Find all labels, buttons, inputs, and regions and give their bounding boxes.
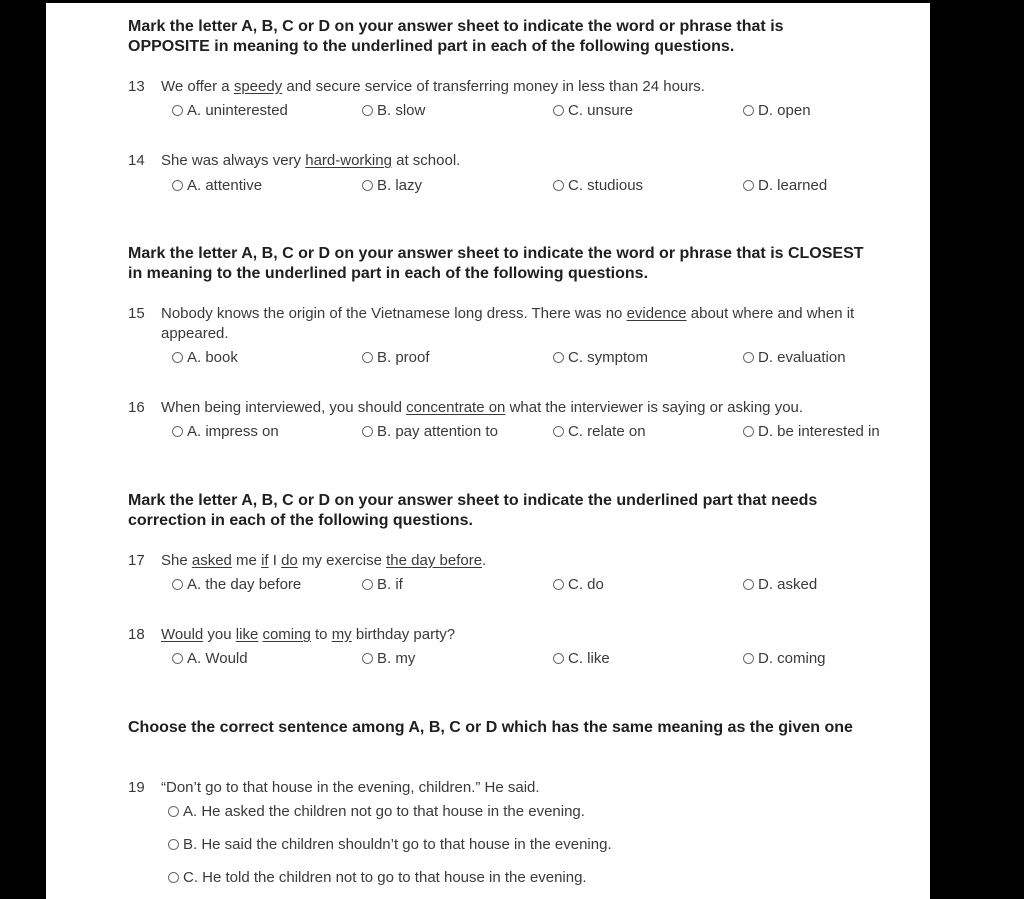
section-instruction-opposite: Mark the letter A, B, C or D on your answer sheet to indicate the word or phrase that is OPPOSITE in meaning to the underlined part in each of the following questions.	[128, 18, 784, 55]
option-16-a[interactable]: A. impress on	[172, 423, 279, 441]
section-instruction-correction: Mark the letter A, B, C or D on your answer sheet to indicate the underlined part that needs correction in each of the following questions.	[128, 492, 818, 529]
question-text: When being interviewed, you should concentrate on what the interviewer is saying or asking you.	[161, 399, 804, 416]
option-16-c[interactable]: C. relate on	[553, 423, 646, 441]
option-14-a[interactable]: A. attentive	[172, 177, 262, 195]
option-15-a[interactable]: A. book	[172, 349, 238, 367]
radio-icon[interactable]	[553, 653, 564, 664]
underlined-part: speedy	[233, 78, 283, 95]
radio-icon[interactable]	[172, 180, 183, 191]
underlined-part: my	[331, 626, 352, 643]
radio-icon[interactable]	[553, 579, 564, 590]
radio-icon[interactable]	[743, 653, 754, 664]
underlined-part: coming	[262, 626, 311, 643]
question-number: 13	[128, 78, 145, 95]
question-number: 17	[128, 552, 145, 569]
option-19-c[interactable]: C. He told the children not to go to that house in the evening.	[168, 869, 587, 887]
option-19-b[interactable]: B. He said the children shouldn’t go to that house in the evening.	[168, 836, 612, 854]
question-number: 19	[128, 779, 145, 796]
underlined-part: asked	[191, 552, 232, 569]
radio-icon[interactable]	[743, 579, 754, 590]
option-14-d[interactable]: D. learned	[743, 177, 827, 195]
radio-icon[interactable]	[362, 426, 373, 437]
option-16-b[interactable]: B. pay attention to	[362, 423, 498, 441]
question-text: Nobody knows the origin of the Vietnamese long dress. There was no evidence about where and when it appeared.	[161, 305, 855, 342]
option-14-b[interactable]: B. lazy	[362, 177, 422, 195]
option-17-b[interactable]: B. if	[362, 576, 403, 594]
option-13-a[interactable]: A. uninterested	[172, 102, 288, 120]
question-text: “Don’t go to that house in the evening, children.” He said.	[161, 779, 540, 796]
option-14-c[interactable]: C. studious	[553, 177, 643, 195]
underlined-part: evidence	[626, 305, 687, 322]
radio-icon[interactable]	[743, 180, 754, 191]
radio-icon[interactable]	[172, 352, 183, 363]
option-17-d[interactable]: D. asked	[743, 576, 817, 594]
option-15-d[interactable]: D. evaluation	[743, 349, 846, 367]
radio-icon[interactable]	[362, 180, 373, 191]
option-19-a[interactable]: A. He asked the children not go to that house in the evening.	[168, 803, 585, 821]
option-16-d[interactable]: D. be interested in	[743, 423, 880, 441]
option-13-b[interactable]: B. slow	[362, 102, 425, 120]
question-number: 18	[128, 626, 145, 643]
option-15-c[interactable]: C. symptom	[553, 349, 648, 367]
option-18-d[interactable]: D. coming	[743, 650, 826, 668]
question-text: She asked me if I do my exercise the day before.	[161, 552, 487, 569]
question-number: 15	[128, 305, 145, 322]
underlined-part: if	[261, 552, 269, 569]
radio-icon[interactable]	[172, 105, 183, 116]
radio-icon[interactable]	[362, 579, 373, 590]
option-13-c[interactable]: C. unsure	[553, 102, 633, 120]
radio-icon[interactable]	[362, 105, 373, 116]
worksheet-page	[46, 3, 930, 899]
radio-icon[interactable]	[172, 579, 183, 590]
section-instruction-closest: Mark the letter A, B, C or D on your answer sheet to indicate the word or phrase that is CLOSEST in meaning to the underlined part in each of the following questions.	[128, 245, 864, 282]
radio-icon[interactable]	[553, 426, 564, 437]
radio-icon[interactable]	[168, 806, 179, 817]
radio-icon[interactable]	[362, 653, 373, 664]
option-13-d[interactable]: D. open	[743, 102, 811, 120]
radio-icon[interactable]	[743, 352, 754, 363]
option-18-b[interactable]: B. my	[362, 650, 415, 668]
section-instruction-same-meaning: Choose the correct sentence among A, B, C or D which has the same meaning as the given one	[128, 719, 853, 736]
underlined-part: concentrate on	[406, 399, 506, 416]
question-number: 16	[128, 399, 145, 416]
radio-icon[interactable]	[168, 839, 179, 850]
option-17-a[interactable]: A. the day before	[172, 576, 301, 594]
radio-icon[interactable]	[168, 872, 179, 883]
radio-icon[interactable]	[172, 653, 183, 664]
radio-icon[interactable]	[553, 352, 564, 363]
underlined-part: like	[235, 626, 259, 643]
question-text: She was always very hard-working at school.	[161, 152, 461, 169]
underlined-part: the day before	[386, 552, 483, 569]
option-15-b[interactable]: B. proof	[362, 349, 430, 367]
radio-icon[interactable]	[743, 426, 754, 437]
radio-icon[interactable]	[362, 352, 373, 363]
radio-icon[interactable]	[172, 426, 183, 437]
underlined-part: do	[281, 552, 298, 569]
option-18-a[interactable]: A. Would	[172, 650, 248, 668]
question-text: We offer a speedy and secure service of transferring money in less than 24 hours.	[161, 78, 705, 95]
radio-icon[interactable]	[553, 105, 564, 116]
underlined-part: hard-working	[305, 152, 392, 169]
radio-icon[interactable]	[553, 180, 564, 191]
radio-icon[interactable]	[743, 105, 754, 116]
question-number: 14	[128, 152, 145, 169]
question-text: Would you like coming to my birthday party?	[161, 626, 456, 643]
option-18-c[interactable]: C. like	[553, 650, 610, 668]
underlined-part: Would	[161, 626, 204, 643]
option-17-c[interactable]: C. do	[553, 576, 604, 594]
